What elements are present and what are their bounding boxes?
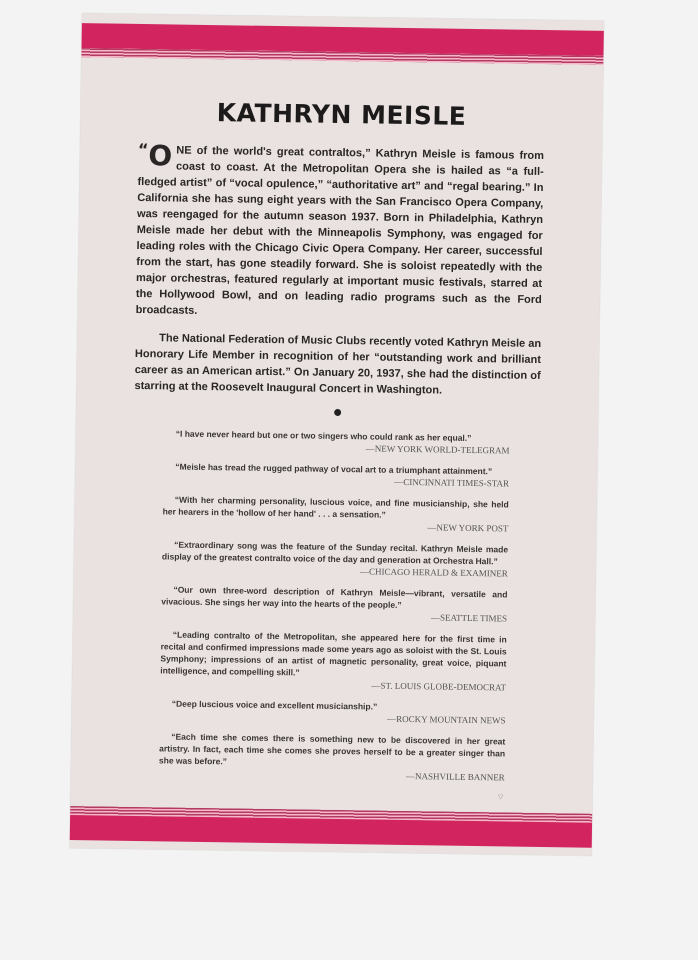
quote-text: “Deep luscious voice and excellent musicianship.” <box>171 698 378 712</box>
quote-text: “With her charming personality, luscious voice, and fine musicianship, she held her hearers in the 'hollow of her hand' . . . a sensation.” <box>162 494 509 520</box>
bullet-separator <box>334 409 341 416</box>
press-quotes <box>159 427 510 783</box>
printer-mark-icon: ⌔ <box>496 792 505 802</box>
quote-text: “Meisle has tread the rugged pathway of vocal art to a triumphant attainment.” <box>175 461 493 477</box>
paragraph-2: The National Federation of Music Clubs recently voted Kathryn Meisle an Honorary Life Member in recognition of her “outstanding work and brilliant career as an American artist.” On January 20, 1937, she had the distinction of starring at the Roosevelt Inaugural Concert in Washington. <box>134 332 542 397</box>
quote-source: —SEATTLE TIMES <box>430 612 508 624</box>
drop-cap-letter: O <box>148 139 173 173</box>
drop-cap <box>137 139 173 173</box>
quote-source: —CHICAGO HERALD & EXAMINER <box>359 566 508 579</box>
press-quote <box>164 427 510 456</box>
biography-text <box>134 139 545 400</box>
quote-source: —NASHVILLE BANNER <box>405 771 505 783</box>
press-quote <box>160 628 507 693</box>
quote-text: “Leading contralto of the Metropolitan, she appeared here for the first time in recital and confirmed impressions made some years ago as soloist with the St. Louis Symphony; impressions of an artist of magnetic personality, great voice, piquant intelligence, and compelling skill.” <box>160 629 507 678</box>
quote-source: —NEW YORK WORLD-TELEGRAM <box>365 443 510 456</box>
quote-source: —CINCINNATI TIMES-STAR <box>394 476 510 489</box>
open-quote: “ <box>137 139 149 160</box>
press-quote <box>159 730 506 783</box>
quote-text: “Our own three-word description of Kathryn Meisle—vibrant, versatile and vivacious. She sings her way into the hearts of the people.” <box>161 584 508 610</box>
press-quote <box>160 697 506 726</box>
page-title: KATHRYN MEISLE <box>216 98 467 131</box>
press-quote <box>161 583 507 624</box>
quote-text: “I have never heard but one or two singers who could rank as her equal.” <box>175 428 472 443</box>
quote-text: “Extraordinary song was the feature of the Sunday recital. Kathryn Meisle made display of the greatest contralto voice of the day and generation at Orchestra Hall.” <box>161 539 509 567</box>
paragraph-1-text: NE of the world's great contraltos,” Kathryn Meisle is famous from coast to coast. At the Metropolitan Opera she is hailed as “a full-fledged artist” of “vocal opulence,” “authoritative art” and “regal bearing.” In California she has sung eight years with the San Francisco Opera Company, was reengaged for the autumn season 1937. Born in Philadelphia, Kathryn Meisle made her debut with the Minneapolis Symphony, was engaged for leading roles with the Chicago Civic Opera Company. Her career, successful from the start, has gone steadily forward. She is soloist repeatedly with the major orchestras, featured regularly at important music festivals, starred at the Hollywood Bowl, and on leading radio programs such as the Ford broadcasts. <box>135 144 545 317</box>
press-quote <box>162 493 508 534</box>
quote-source: —NEW YORK POST <box>427 522 509 534</box>
quote-text: “Each time she comes there is something new to be discovered in her great artistry. In fact, each time she comes she proves herself to be a greater singer than she was before.” <box>158 731 506 767</box>
press-quote <box>162 538 508 579</box>
page-content <box>70 57 603 808</box>
quote-source: —ST. LOUIS GLOBE-DEMOCRAT <box>371 680 507 693</box>
press-quote <box>163 460 509 489</box>
document-page <box>70 13 604 856</box>
paragraph-1 <box>135 139 545 324</box>
quote-source: —ROCKY MOUNTAIN NEWS <box>387 713 506 726</box>
